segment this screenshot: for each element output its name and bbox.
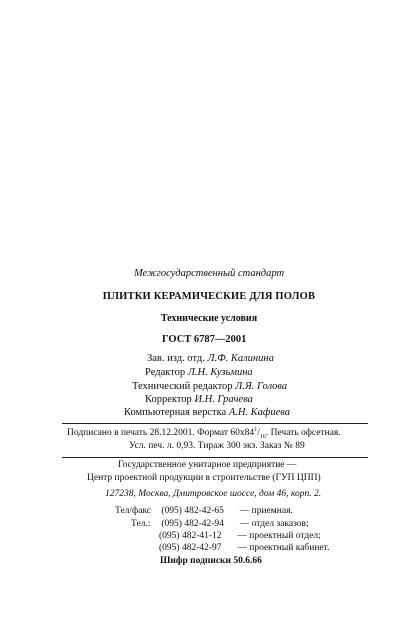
phone-label: Тел/факс [115, 506, 152, 516]
publisher-address: 127238, Москва, Дмитровское шоссе, дом 46, корп. 2. [105, 489, 322, 499]
credit-line [145, 367, 253, 378]
format-fraction-denominator: 16 [259, 434, 266, 441]
phone-number: (095) 482-42-97 [159, 543, 222, 553]
phone-description: — проектный кабинет. [237, 543, 330, 553]
phone-row [159, 531, 321, 541]
phone-row [159, 543, 329, 553]
phone-label: Тел.: [131, 519, 151, 529]
credit-role: Технический редактор [132, 381, 233, 392]
credit-line [124, 407, 290, 418]
format-fraction-numerator: 1 [254, 427, 258, 433]
credit-name: Л.Н. Кузьмина [187, 367, 253, 378]
print-info-line-1: Подписано в печать 28.12.2001. Формат $60x84^1/_{16}$. Печать офсетная. [67, 427, 341, 441]
publisher-line-2: Центр проектной продукции в строительстве (ГУП ЦПП) [87, 473, 321, 483]
credit-role: Компьютерная верстка [124, 407, 227, 418]
credit-line [145, 394, 253, 405]
credit-role: Зав. изд. отд. [147, 353, 205, 364]
print-info-line-2: Усл. печ. л. 0,93. Тираж 300 экз. Заказ № 89 [129, 441, 305, 451]
credit-name: А.Н. Кафиева [228, 407, 291, 418]
phone-description: — проектный отдел; [237, 531, 321, 541]
publisher-line-1: Государственное унитарное предприятие — [118, 460, 297, 470]
gost-code: ГОСТ 6787—2001 [162, 334, 247, 345]
credit-line [132, 381, 287, 392]
credit-line [147, 353, 274, 364]
credit-name: Л.Ф. Калинина [207, 353, 274, 364]
divider-top [62, 423, 368, 424]
phone-number: (095) 482-42-94 [161, 519, 224, 529]
credit-name: И.Н. Грачева [194, 394, 253, 405]
standard-type: Межгосударственный стандарт [133, 268, 285, 279]
phone-description: — приемная. [239, 506, 293, 516]
phone-row [131, 519, 309, 529]
document-title: ПЛИТКИ КЕРАМИЧЕСКИЕ ДЛЯ ПОЛОВ [102, 291, 316, 302]
phone-row [115, 506, 293, 516]
document-subtitle: Технические условия [160, 313, 258, 324]
subscription-cipher: Шифр подписки 50.6.66 [160, 556, 262, 566]
credit-role: Редактор [145, 367, 186, 378]
phone-number: (095) 482-41-12 [159, 531, 222, 541]
phone-number: (095) 482-42-65 [161, 506, 224, 516]
phone-description: — отдел заказов; [239, 519, 309, 529]
credit-role: Корректор [145, 394, 192, 405]
credit-name: Л.Я. Голова [235, 381, 288, 392]
divider-bottom [62, 457, 368, 458]
